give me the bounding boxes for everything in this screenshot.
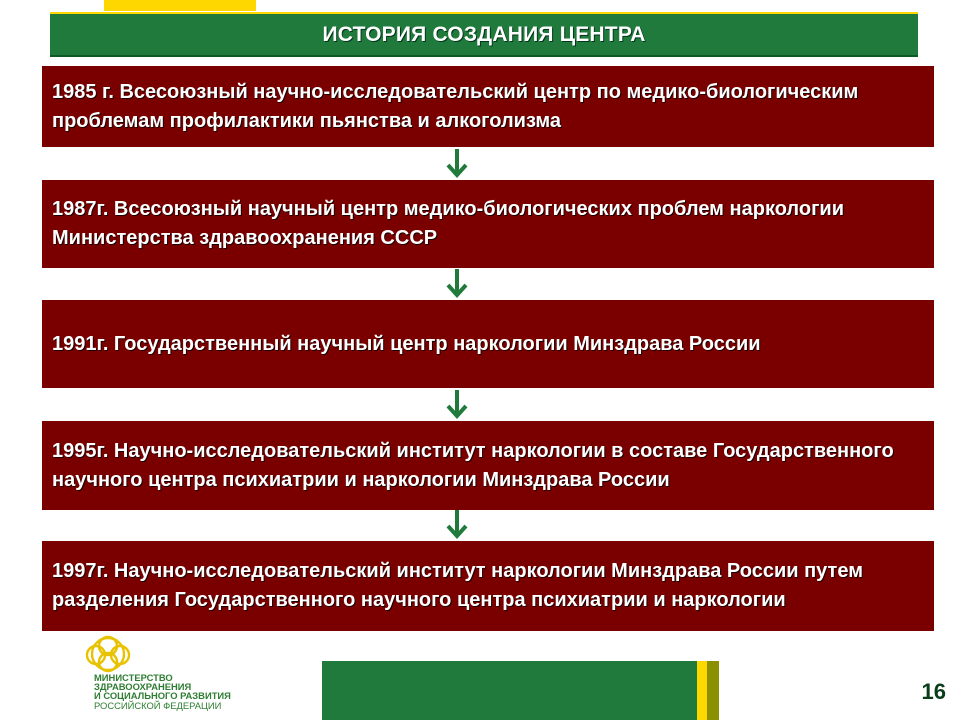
page-number: 16	[921, 679, 946, 704]
down-arrow-icon	[446, 389, 468, 419]
footer-yellow-stripe	[697, 661, 707, 720]
timeline-box-1987	[42, 180, 934, 268]
timeline-box-1991	[42, 300, 934, 388]
down-arrow-icon	[446, 268, 468, 298]
logo-line-3: И СОЦИАЛЬНОГО РАЗВИТИЯ	[94, 690, 231, 702]
title-bar	[50, 12, 918, 57]
footer-green-bar	[322, 661, 698, 720]
timeline-text-1995: 1995г. Научно-исследовательский институт наркологии в составе Государственного научного центра психиатрии и наркологии Минздрава России	[52, 439, 894, 491]
logo-line-2: ЗДРАВООХРАНЕНИЯ	[94, 681, 192, 693]
timeline-text-1987: 1987г. Всесоюзный научный центр медико-биологических проблем наркологии Министерства здравоохранения СССР	[52, 198, 844, 249]
ministry-logo-text	[94, 673, 284, 710]
timeline-text-1985: 1985 г. Всесоюзный научно-исследовательский центр по медико-биологическим проблемам профилактики пьянства и алкоголизма	[52, 80, 859, 132]
footer-olive-block	[707, 661, 719, 720]
timeline-text-1991: 1991г. Государственный научный центр наркологии Минздрава России	[52, 332, 761, 355]
logo-line-1: МИНИСТЕРСТВО	[94, 672, 173, 683]
timeline-box-1985	[42, 66, 934, 147]
top-accent-strip	[104, 0, 256, 11]
timeline-text-1997: 1997г. Научно-исследовательский институт наркологии Минздрава России путем разделения Государственного научного центра психиатрии и наркологии	[52, 560, 863, 611]
logo-line-4: РОССИЙСКОЙ ФЕДЕРАЦИИ	[94, 699, 222, 711]
timeline-box-1997	[42, 541, 934, 631]
down-arrow-icon	[446, 509, 468, 539]
slide-title: ИСТОРИЯ СОЗДАНИЯ ЦЕНТРА	[322, 22, 646, 46]
down-arrow-icon	[446, 148, 468, 178]
timeline-box-1995	[42, 421, 934, 510]
